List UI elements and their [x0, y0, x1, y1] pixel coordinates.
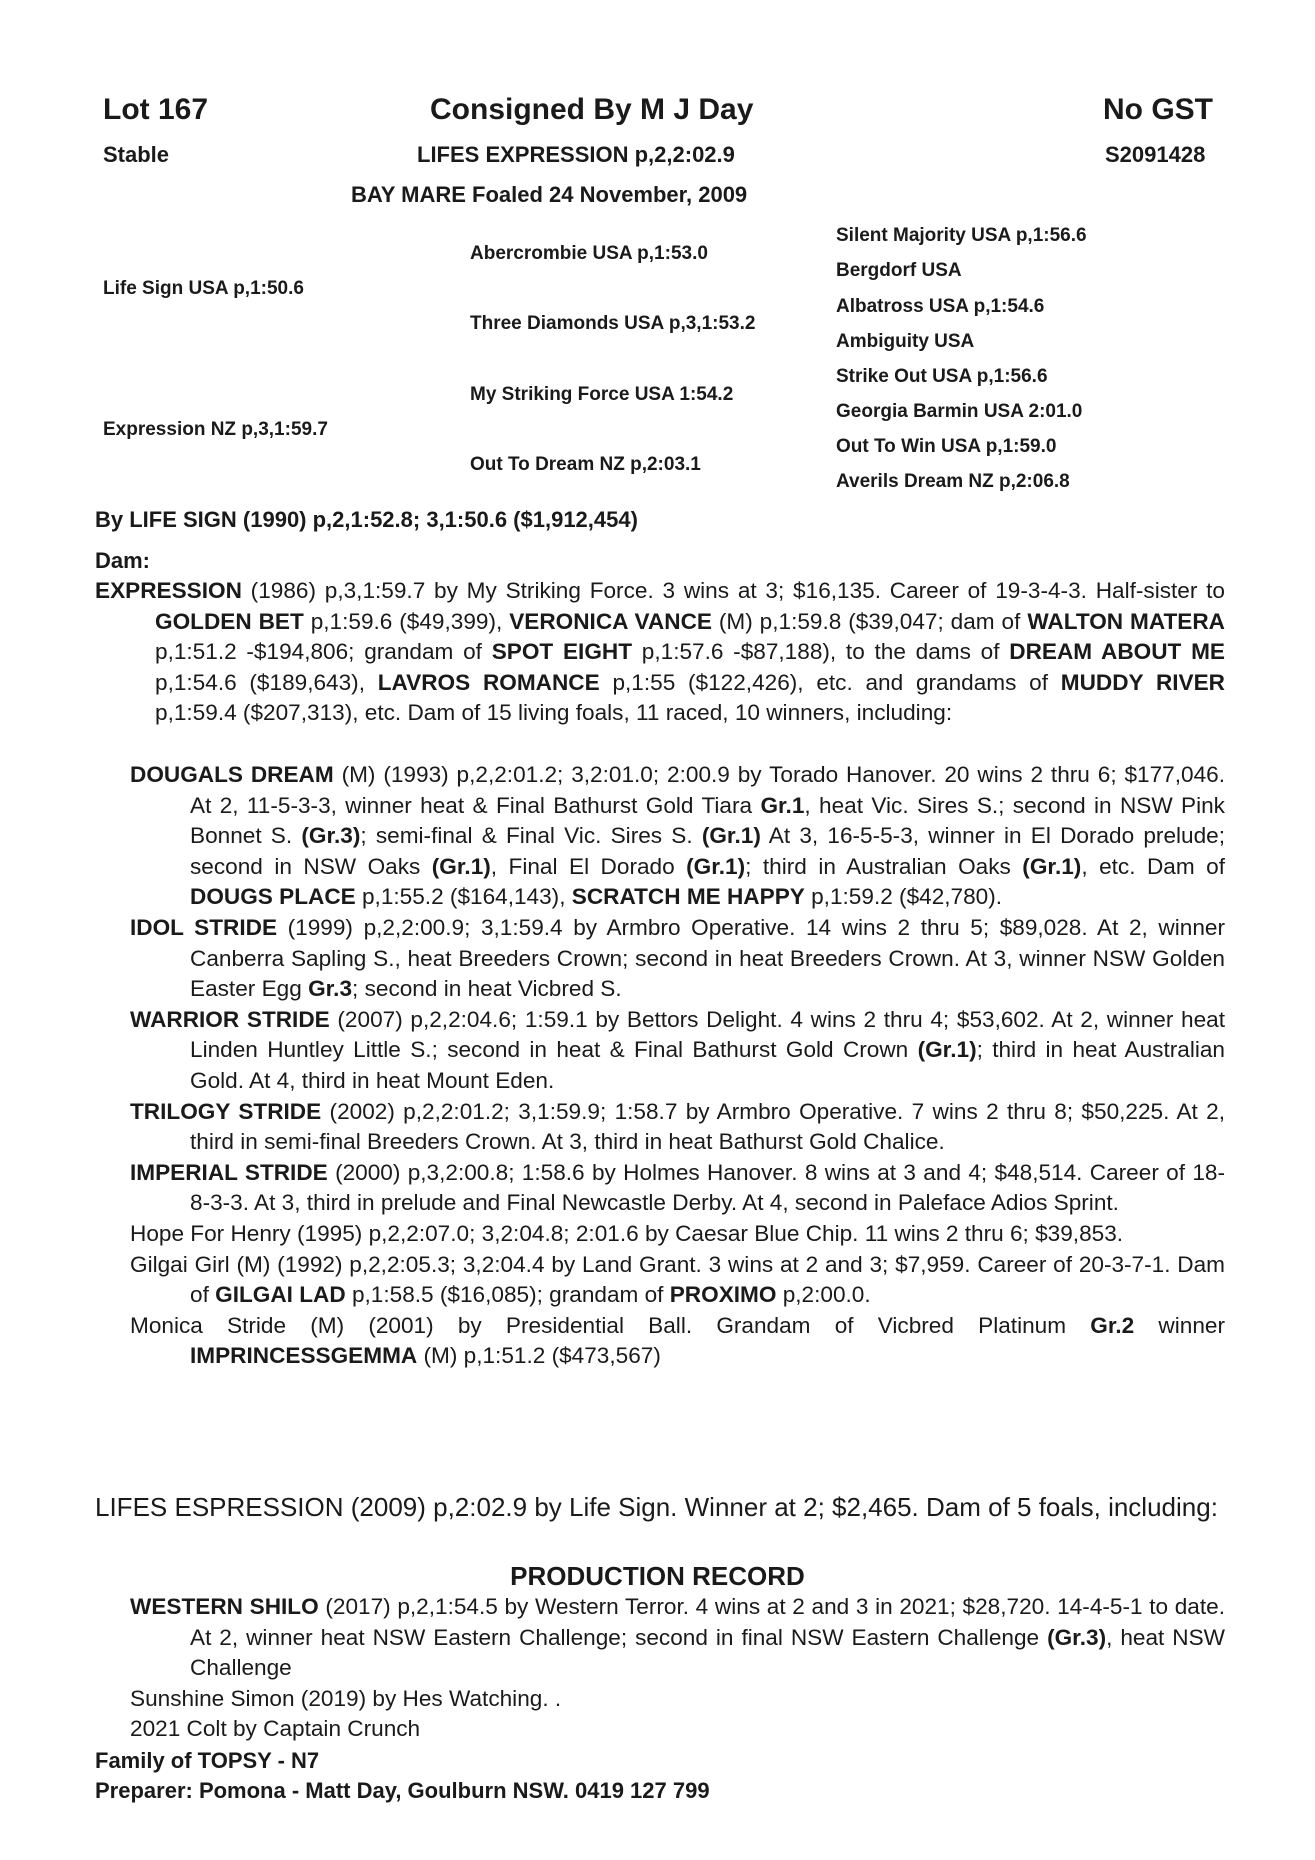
- horse-name: LIFES EXPRESSION p,2,2:02.9: [417, 142, 735, 167]
- pedigree-gen3-8: Averils Dream NZ p,2:06.8: [836, 471, 1070, 492]
- horse-description: BAY MARE Foaled 24 November, 2009: [351, 182, 748, 207]
- production-entry: WESTERN SHILO (2017) p,2,1:54.5 by Western Terror. 4 wins at 2 and 3 in 2021; $28,720. 14-4-5-1 to date. At 2, winner heat NSW Eastern Challenge; second in final NSW Eastern Challenge (Gr.3), heat NSW Challenge: [130, 1594, 1225, 1681]
- pedigree-gen3-5: Strike Out USA p,1:56.6: [836, 366, 1048, 387]
- stable-label: Stable: [103, 142, 170, 167]
- pedigree-gen3-2: Bergdorf USA: [836, 260, 962, 281]
- foals-list: [130, 760, 1225, 1372]
- consignor: Consigned By M J Day: [430, 93, 754, 126]
- production-list: [130, 1592, 1225, 1745]
- horse-id: S2091428: [1105, 142, 1206, 167]
- dam-label: Dam:: [95, 548, 151, 573]
- pedigree-gen3-4: Ambiguity USA: [836, 331, 975, 352]
- preparer-line: Preparer: Pomona - Matt Day, Goulburn NSW. 0419 127 799: [95, 1778, 710, 1803]
- pedigree-gen3-7: Out To Win USA p,1:59.0: [836, 436, 1057, 457]
- pedigree-gen3-3: Albatross USA p,1:54.6: [836, 296, 1045, 317]
- pedigree-gen2-3: My Striking Force USA 1:54.2: [470, 384, 734, 405]
- foal-entry: IDOL STRIDE (1999) p,2,2:00.9; 3,1:59.4 by Armbro Operative. 14 wins 2 thru 5; $89,028. At 2, winner Canberra Sapling S., heat Breeders Crown; second in heat Breeders Crown. At 3, winner NSW Golden Easter Egg Gr.3; second in heat Vicbred S.: [130, 914, 1225, 1002]
- foal-entry: TRILOGY STRIDE (2002) p,2,2:01.2; 3,1:59.9; 1:58.7 by Armbro Operative. 7 wins 2 thru 8; $50,225. At 2, third in semi-final Breeders Crown. At 3, third in heat Bathurst Gold Chalice.: [130, 1098, 1225, 1155]
- dam-entry: [95, 576, 1225, 729]
- pedigree-gen2-1: Abercrombie USA p,1:53.0: [470, 243, 708, 264]
- pedigree-dam: Expression NZ p,3,1:59.7: [103, 419, 328, 440]
- pedigree-gen2-2: Three Diamonds USA p,3,1:53.2: [470, 313, 756, 334]
- pedigree-gen3-6: Georgia Barmin USA 2:01.0: [836, 401, 1083, 422]
- foal-entry: IMPERIAL STRIDE (2000) p,3,2:00.8; 1:58.6 by Holmes Hanover. 8 wins at 3 and 4; $48,514. Career of 18-8-3-3. At 3, third in prelude and Final Newcastle Derby. At 4, second in Paleface Adios Sprint.: [130, 1159, 1225, 1216]
- sire-line: By LIFE SIGN (1990) p,2,1:52.8; 3,1:50.6 ($1,912,454): [95, 507, 638, 532]
- foal-entry: Gilgai Girl (M) (1992) p,2,2:05.3; 3,2:04.4 by Land Grant. 3 wins at 2 and 3; $7,959. Career of 20-3-7-1. Dam of GILGAI LAD p,1:58.5 ($16,085); grandam of PROXIMO p,2:00.0.: [130, 1251, 1225, 1308]
- pedigree-sire: Life Sign USA p,1:50.6: [103, 278, 304, 299]
- foal-entry: Hope For Henry (1995) p,2,2:07.0; 3,2:04.8; 2:01.6 by Caesar Blue Chip. 11 wins 2 thru 6; $39,853.: [130, 1220, 1124, 1246]
- pedigree-gen2-4: Out To Dream NZ p,2:03.1: [470, 454, 701, 475]
- pedigree-gen3-1: Silent Majority USA p,1:56.6: [836, 225, 1087, 246]
- gst-status: No GST: [1103, 93, 1213, 126]
- family-line: Family of TOPSY - N7: [95, 1748, 320, 1773]
- foal-entry: Monica Stride (M) (2001) by Presidential Ball. Grandam of Vicbred Platinum Gr.2 winner IMPRINCESSGEMMA (M) p,1:51.2 ($473,567): [130, 1312, 1225, 1369]
- production-entry: 2021 Colt by Captain Crunch: [130, 1716, 421, 1742]
- dam-paragraph: EXPRESSION (1986) p,3,1:59.7 by My Striking Force. 3 wins at 3; $16,135. Career of 19-3-4-3. Half-sister to GOLDEN BET p,1:59.6 ($49,399), VERONICA VANCE (M) p,1:59.8 ($39,047; dam of WALTON MATERA p,1:51.2 -$194,806; grandam of SPOT EIGHT p,1:57.6 -$87,188), to the dams of DREAM ABOUT ME p,1:54.6 ($189,643), LAVROS ROMANCE p,1:55 ($122,426), etc. and grandams of MUDDY RIVER p,1:59.4 ($207,313), etc. Dam of 15 living foals, 11 raced, 10 winners, including:: [95, 578, 1226, 726]
- foal-entry: DOUGALS DREAM (M) (1993) p,2,2:01.2; 3,2:01.0; 2:00.9 by Torado Hanover. 20 wins 2 thru 6; $177,046. At 2, 11-5-3-3, winner heat & Final Bathurst Gold Tiara Gr.1, heat Vic. Sires S.; second in NSW Pink Bonnet S. (Gr.3); semi-final & Final Vic. Sires S. (Gr.1) At 3, 16-5-5-3, winner in El Dorado prelude; second in NSW Oaks (Gr.1), Final El Dorado (Gr.1); third in Australian Oaks (Gr.1), etc. Dam of DOUGS PLACE p,1:55.2 ($164,143), SCRATCH ME HAPPY p,1:59.2 ($42,780).: [130, 762, 1226, 910]
- production-record-title: PRODUCTION RECORD: [510, 1561, 805, 1591]
- lot-number: Lot 167: [103, 93, 209, 126]
- lifes-summary: LIFES ESPRESSION (2009) p,2:02.9 by Life Sign. Winner at 2; $2,465. Dam of 5 foals, including:: [95, 1492, 1218, 1522]
- foal-entry: WARRIOR STRIDE (2007) p,2,2:04.6; 1:59.1 by Bettors Delight. 4 wins 2 thru 4; $53,602. At 2, winner heat Linden Huntley Little S.; second in heat & Final Bathurst Gold Crown (Gr.1); third in heat Australian Gold. At 4, third in heat Mount Eden.: [130, 1006, 1226, 1093]
- production-entry: Sunshine Simon (2019) by Hes Watching. .: [130, 1685, 562, 1711]
